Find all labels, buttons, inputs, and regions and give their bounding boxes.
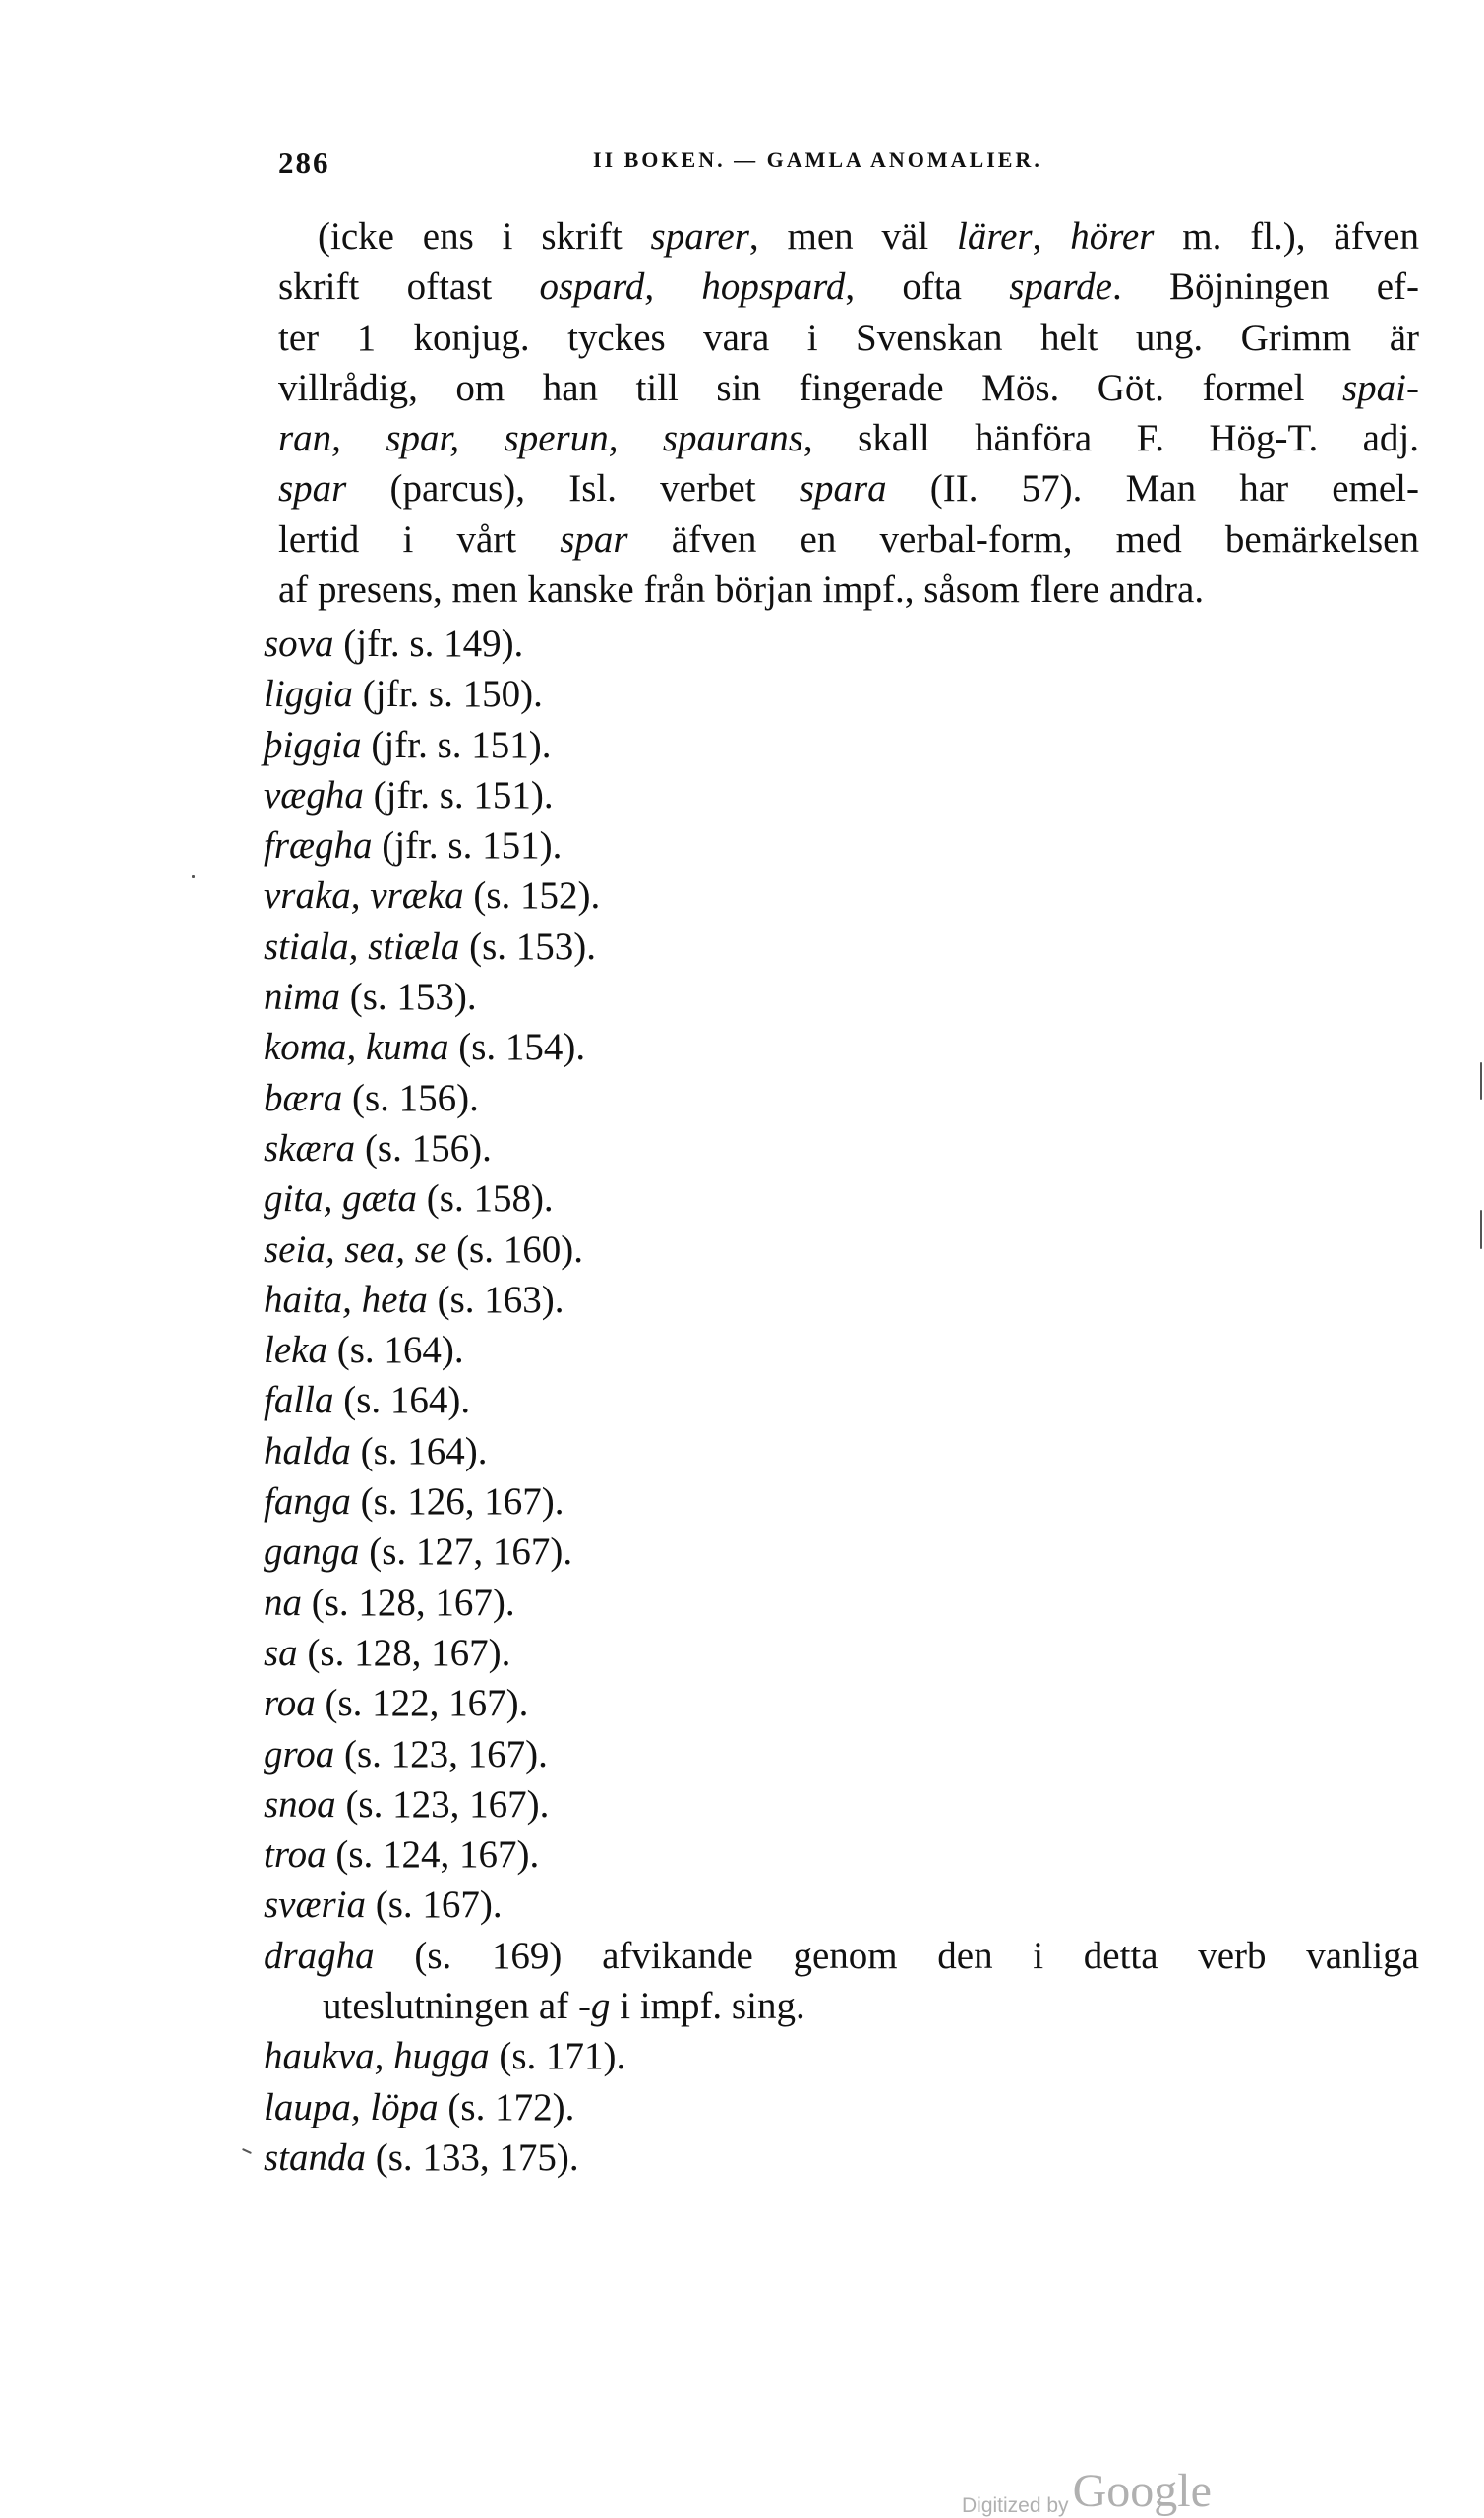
page-reference: (s. 158). — [417, 1177, 554, 1221]
verb-form: bæra — [264, 1076, 343, 1119]
verb-form: na — [264, 1581, 302, 1624]
verb-entry — [264, 922, 1424, 972]
page-reference: (s. 133, 175). — [366, 2135, 579, 2179]
paragraph-text: äfven en verbal-form, med bemärkelsen — [627, 517, 1419, 561]
verb-entry — [264, 1880, 1424, 1930]
paragraph-text: , — [1032, 215, 1071, 258]
verb-form: dragha — [264, 1934, 375, 1977]
page-reference: (s. 124, 167). — [326, 1833, 540, 1877]
page-reference: (s. 156). — [355, 1126, 492, 1169]
verb-entry — [264, 820, 1424, 870]
verb-entry — [264, 1981, 1424, 2031]
verb-form: falla — [264, 1379, 334, 1422]
verb-form: haukva, hugga — [264, 2035, 490, 2078]
paragraph-text: (icke ens i skrift — [318, 215, 651, 258]
scan-speck — [192, 875, 195, 878]
verb-form: gita, gæta — [264, 1177, 418, 1221]
page-reference: (s. 156). — [342, 1076, 479, 1119]
verb-entry — [264, 1225, 1424, 1275]
running-title: II BOKEN. — GAMLA ANOMALIER. — [593, 148, 1042, 172]
verb-entry — [264, 870, 1424, 921]
italic-word: sparer — [650, 215, 749, 258]
watermark-logo-text: Google — [1072, 2465, 1212, 2517]
page-reference: (s. 128, 167). — [302, 1581, 515, 1624]
paragraph-line — [278, 262, 1419, 312]
verb-entry — [264, 1729, 1424, 1779]
body-paragraph — [278, 211, 1419, 615]
paragraph-text: (parcus), Isl. verbet — [346, 467, 800, 510]
verb-entry — [264, 669, 1424, 719]
verb-entry — [264, 1628, 1424, 1678]
verb-entry — [264, 1527, 1424, 1577]
verb-form: roa — [264, 1682, 316, 1725]
paragraph-text: villrådig, om han till sin fingerade Mös. Göt. formel — [278, 366, 1342, 409]
paragraph-text: m. fl.), äfven — [1154, 215, 1419, 258]
page-reference: (jfr. s. 150). — [353, 673, 543, 716]
paragraph-text: (II. 57). Man har emel- — [886, 467, 1420, 510]
verb-form: ganga — [264, 1530, 360, 1574]
page-reference: (s. 171). — [489, 2035, 626, 2078]
page-reference: (s. 160). — [446, 1228, 583, 1271]
italic-word: spai- — [1342, 366, 1419, 409]
verb-form: sværia — [264, 1884, 367, 1927]
digitized-watermark — [962, 2464, 1276, 2517]
page-reference: (s. 128, 167). — [297, 1631, 511, 1674]
verb-form: stiala, stiæla — [264, 925, 460, 968]
verb-form: laupa, löpa — [264, 2085, 439, 2128]
paragraph-text: ter 1 konjug. tyckes vara i Svenskan helt ung. Grimm är — [278, 316, 1419, 359]
paragraph-text: , skall hänföra F. Hög-T. adj. — [802, 417, 1420, 460]
italic-word: spar — [278, 467, 347, 510]
page-reference: (s. 164). — [350, 1429, 488, 1472]
verb-entry — [264, 1375, 1424, 1425]
verb-form: vægha — [264, 773, 364, 816]
page-number: 286 — [278, 146, 330, 180]
entry-text: i impf. sing. — [610, 1985, 805, 2028]
scan-speck — [1480, 1062, 1482, 1100]
verb-entry — [264, 2082, 1424, 2132]
paragraph-line — [278, 363, 1419, 413]
page-reference: (s. 122, 167). — [315, 1682, 529, 1725]
verb-entry — [264, 1829, 1424, 1880]
verb-entry — [264, 1779, 1424, 1829]
italic-word: spara — [799, 467, 887, 510]
verb-entry — [264, 1073, 1424, 1123]
paragraph-line — [278, 211, 1419, 262]
paragraph-text: af presens, men kanske från början impf., såsom flere andra. — [278, 569, 1205, 612]
verb-entry — [264, 2132, 1424, 2183]
verb-entry — [264, 770, 1424, 820]
verb-entry — [264, 1678, 1424, 1728]
verb-form: haita, heta — [264, 1278, 428, 1321]
verb-entry — [264, 720, 1424, 770]
paragraph-line — [278, 514, 1419, 565]
page-reference: (jfr. s. 149). — [333, 623, 524, 665]
italic-word: ospard, hopspard — [539, 266, 846, 309]
verb-form: sova — [264, 623, 334, 665]
italic-word: lärer — [957, 215, 1033, 258]
page-reference: (s. 164). — [326, 1329, 464, 1372]
verb-form: liggia — [264, 673, 354, 716]
verb-entry — [264, 2031, 1424, 2081]
page-reference: (s. 169) afvikande genom den i detta verb vanliga — [374, 1934, 1419, 1977]
page-reference: uteslutningen af — [323, 1985, 578, 2028]
paragraph-line — [278, 413, 1419, 463]
verb-entry — [264, 1275, 1424, 1325]
verb-entry — [264, 1123, 1424, 1173]
page-reference: (s. 167). — [366, 1884, 503, 1927]
page-reference: (s. 163). — [427, 1278, 564, 1321]
verb-entry — [264, 1426, 1424, 1476]
watermark-small-text: Digitized by — [962, 2494, 1069, 2517]
verb-list — [264, 619, 1424, 2183]
verb-entry — [264, 1476, 1424, 1527]
page-reference: (s. 126, 167). — [350, 1480, 564, 1524]
page-reference: (jfr. s. 151). — [363, 773, 554, 816]
verb-form: seia, sea, se — [264, 1228, 447, 1271]
page-reference: (s. 164). — [333, 1379, 471, 1422]
paragraph-line — [278, 565, 1419, 615]
page-reference: (jfr. s. 151). — [361, 723, 552, 766]
verb-form: halda — [264, 1429, 351, 1472]
page-reference: (s. 154). — [448, 1026, 586, 1069]
paragraph-line — [278, 313, 1419, 363]
verb-form: snoa — [264, 1782, 336, 1826]
verb-entry — [264, 1173, 1424, 1224]
verb-form: groa — [264, 1732, 335, 1775]
paragraph-text: , ofta — [845, 266, 1010, 309]
page-reference: (s. 153). — [459, 925, 597, 968]
verb-entry — [264, 972, 1424, 1022]
page-reference: (s. 153). — [340, 976, 477, 1019]
italic-word: hörer — [1070, 215, 1155, 258]
page-reference: (s. 123, 167). — [335, 1782, 550, 1826]
verb-entry — [264, 619, 1424, 669]
page-reference: (s. 123, 167). — [334, 1732, 548, 1775]
italic-word: ran, spar, sperun, spaurans — [278, 417, 803, 460]
verb-form: frægha — [264, 824, 373, 868]
verb-form: leka — [264, 1329, 327, 1372]
paragraph-text: . Böjningen ef- — [1111, 266, 1419, 309]
page-reference: (s. 127, 167). — [359, 1530, 573, 1574]
verb-form: sa — [264, 1631, 298, 1674]
verb-form: þiggia — [264, 723, 362, 766]
scan-speck — [242, 2148, 252, 2154]
verb-form: nima — [264, 976, 340, 1019]
verb-entry — [264, 1578, 1424, 1628]
paragraph-text: , men väl — [748, 215, 958, 258]
scan-speck — [1480, 1210, 1482, 1249]
verb-form: koma, kuma — [264, 1026, 449, 1069]
verb-form: troa — [264, 1833, 326, 1877]
running-head — [278, 146, 1419, 185]
verb-form: fanga — [264, 1480, 351, 1524]
page-reference: (s. 152). — [463, 874, 601, 918]
verb-form: standa — [264, 2135, 367, 2179]
paragraph-text: lertid i vårt — [278, 517, 561, 561]
italic-word: spar — [560, 517, 628, 561]
verb-entry — [264, 1022, 1424, 1072]
verb-entry — [264, 1931, 1419, 1981]
verb-form: skæra — [264, 1126, 356, 1169]
italic-word: -g — [577, 1985, 611, 2028]
page-reference: (jfr. s. 151). — [372, 824, 563, 868]
verb-entry — [264, 1325, 1424, 1375]
paragraph-text: skrift oftast — [278, 266, 540, 309]
page-reference: (s. 172). — [438, 2085, 575, 2128]
italic-word: sparde — [1009, 266, 1112, 309]
paragraph-line — [278, 463, 1419, 513]
verb-form: vraka, vræka — [264, 874, 464, 918]
